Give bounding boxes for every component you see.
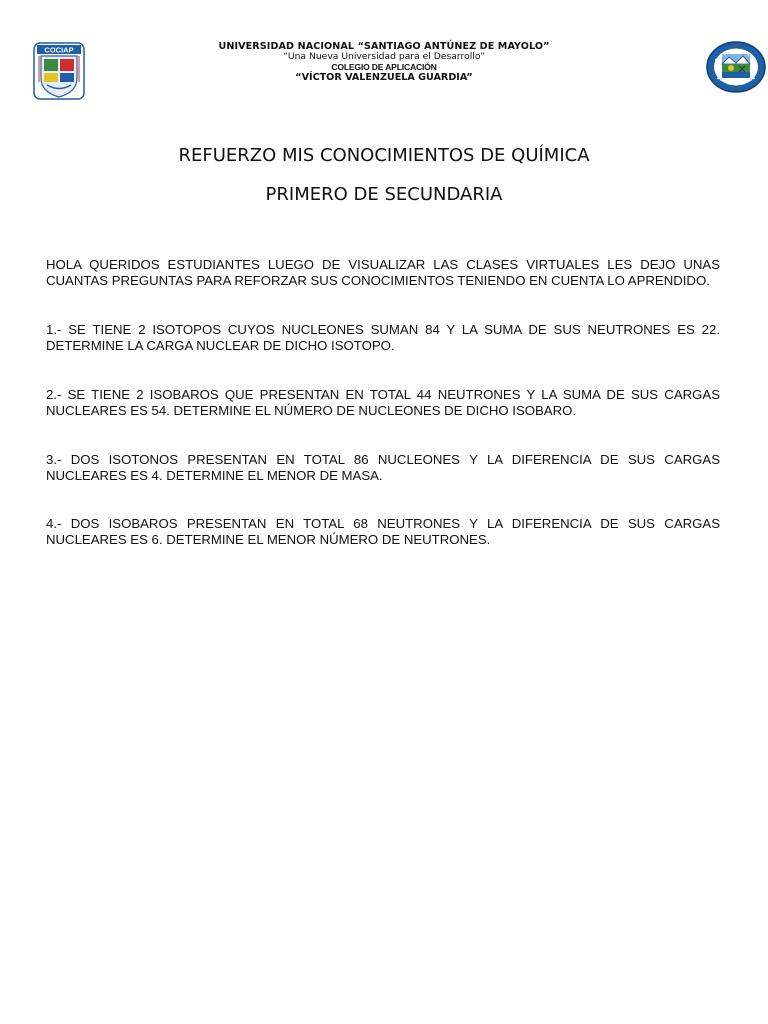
university-motto: “Una Nueva Universidad para el Desarrollo” xyxy=(283,51,485,63)
document-subtitle: PRIMERO DE SECUNDARIA xyxy=(265,184,503,205)
document-header xyxy=(90,41,678,84)
university-seal-logo xyxy=(705,40,767,94)
cociap-logo xyxy=(33,42,85,100)
college-name: COLEGIO DE APLICACIÓN xyxy=(331,61,437,72)
question-3: 3.- DOS ISOTONOS PRESENTAN EN TOTAL 86 NUCLEONES Y LA DIFERENCIA DE SUS CARGAS NUCLEARES ES 4. DETERMINE EL MENOR DE MASA. xyxy=(46,452,720,483)
intro-paragraph: HOLA QUERIDOS ESTUDIANTES LUEGO DE VISUALIZAR LAS CLASES VIRTUALES LES DEJO UNAS CUANTAS PREGUNTAS PARA REFORZAR SUS CONOCIMIENTOS TENIENDO EN CUENTA LO APRENDIDO. xyxy=(46,257,720,288)
university-name: UNIVERSIDAD NACIONAL “SANTIAGO ANTÚNEZ DE MAYOLO” xyxy=(218,41,550,52)
document-title: REFUERZO MIS CONOCIMIENTOS DE QUÍMICA xyxy=(178,145,590,166)
question-4: 4.- DOS ISOBAROS PRESENTAN EN TOTAL 68 NEUTRONES Y LA DIFERENCIA DE SUS CARGAS NUCLEARES ES 6. DETERMINE EL MENOR NÚMERO DE NEUTRONES. xyxy=(46,516,720,547)
question-1: 1.- SE TIENE 2 ISOTOPOS CUYOS NUCLEONES SUMAN 84 Y LA SUMA DE SUS NEUTRONES ES 22. DETERMINE LA CARGA NUCLEAR DE DICHO ISOTOPO. xyxy=(46,322,720,353)
question-2: 2.- SE TIENE 2 ISOBAROS QUE PRESENTAN EN TOTAL 44 NEUTRONES Y LA SUMA DE SUS CARGAS NUCLEARES ES 54. DETERMINE EL NÚMERO DE NUCLEONES DE DICHO ISOBARO. xyxy=(46,387,720,418)
cociap-logo-text: COCIAP xyxy=(44,45,74,55)
school-name: “VÍCTOR VALENZUELA GUARDIA” xyxy=(295,72,473,84)
